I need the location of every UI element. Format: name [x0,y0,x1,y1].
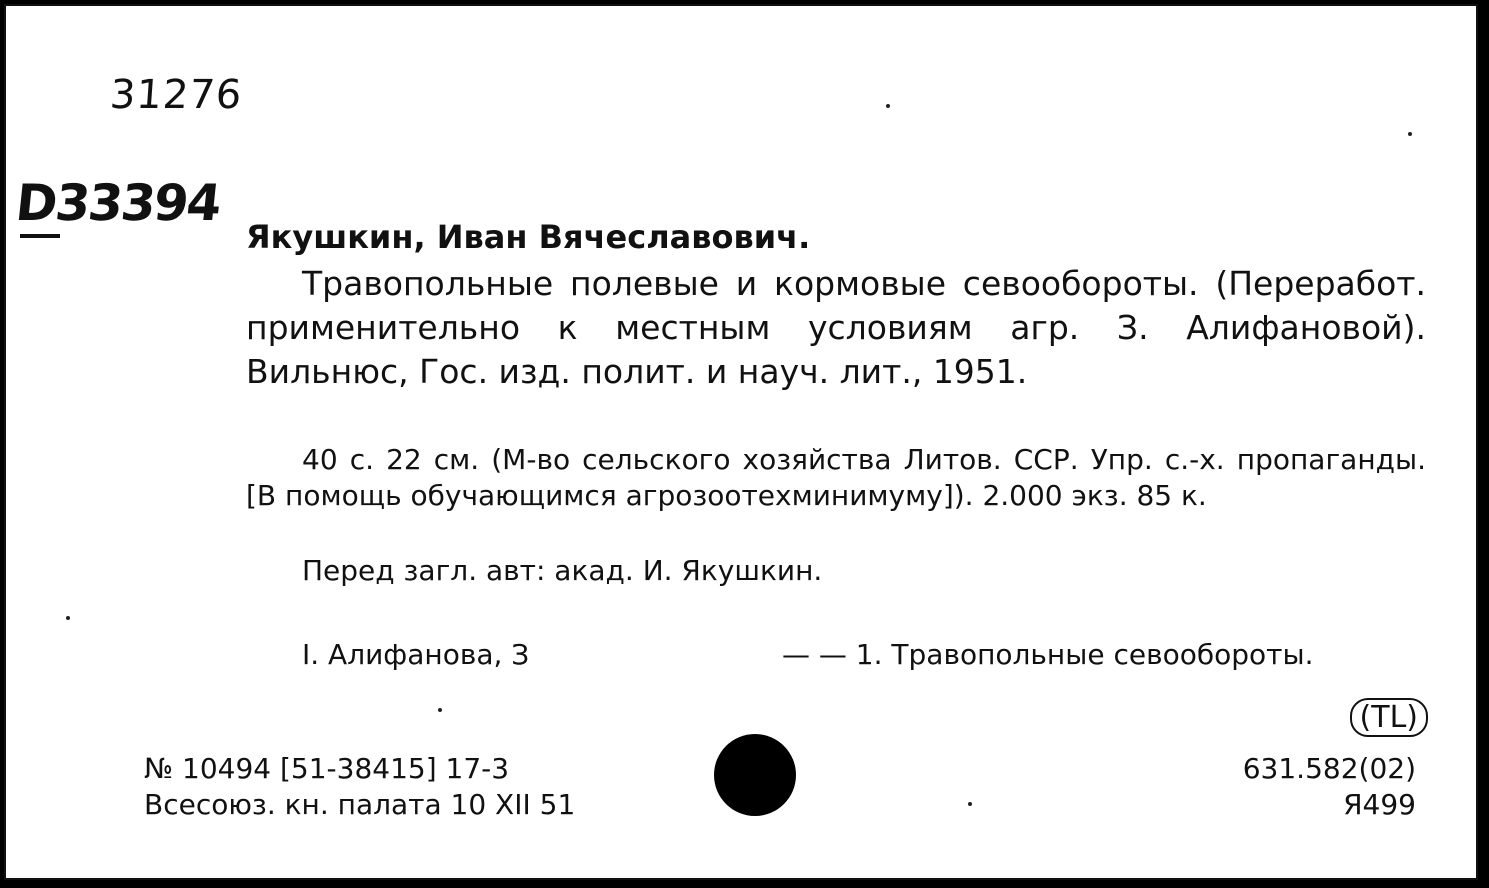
card-number-line: № 10494 [51-38415] 17-3 [144,752,510,785]
shelf-mark: D33394 [12,174,223,232]
accession-number: 31276 [108,72,244,118]
speck [66,616,70,620]
speck [438,708,442,712]
speck [968,802,972,806]
title-block [246,262,1426,394]
author-heading: Якушкин, Иван Вячеславович. [246,218,811,256]
catalog-card [4,4,1478,880]
tracing-added-entry: I. Алифанова, З [302,638,530,671]
note-line: Перед загл. авт: акад. И. Якушкин. [302,554,823,587]
title-paragraph: Травопольные полевые и кормовые севообороты. (Переработ. применительно к местным условиям агр. З. Алифановой). Вильнюс, Гос. изд. полит. и науч. лит., 1951. [246,264,1426,391]
collation-paragraph: 40 с. 22 см. (М-во сельского хозяйства Литов. ССР. Упр. с.-х. пропаганды. [В помощь обучающимся агрозоотехминимуму]). 2.000 экз. 85 к. [246,443,1426,512]
speck [1408,132,1412,136]
speck [886,104,890,108]
chamber-date-line: Всесоюз. кн. палата 10 XII 51 [144,788,576,821]
classification-number: 631.582(02) [1242,752,1416,785]
author-mark: Я499 [1343,788,1416,821]
punch-hole [714,734,796,816]
handwritten-initials: (TL) [1350,698,1428,737]
tracing-subject: — — 1. Травопольные севообороты. [782,638,1314,671]
collation-block [246,442,1426,514]
shelf-mark-underline [20,234,60,238]
